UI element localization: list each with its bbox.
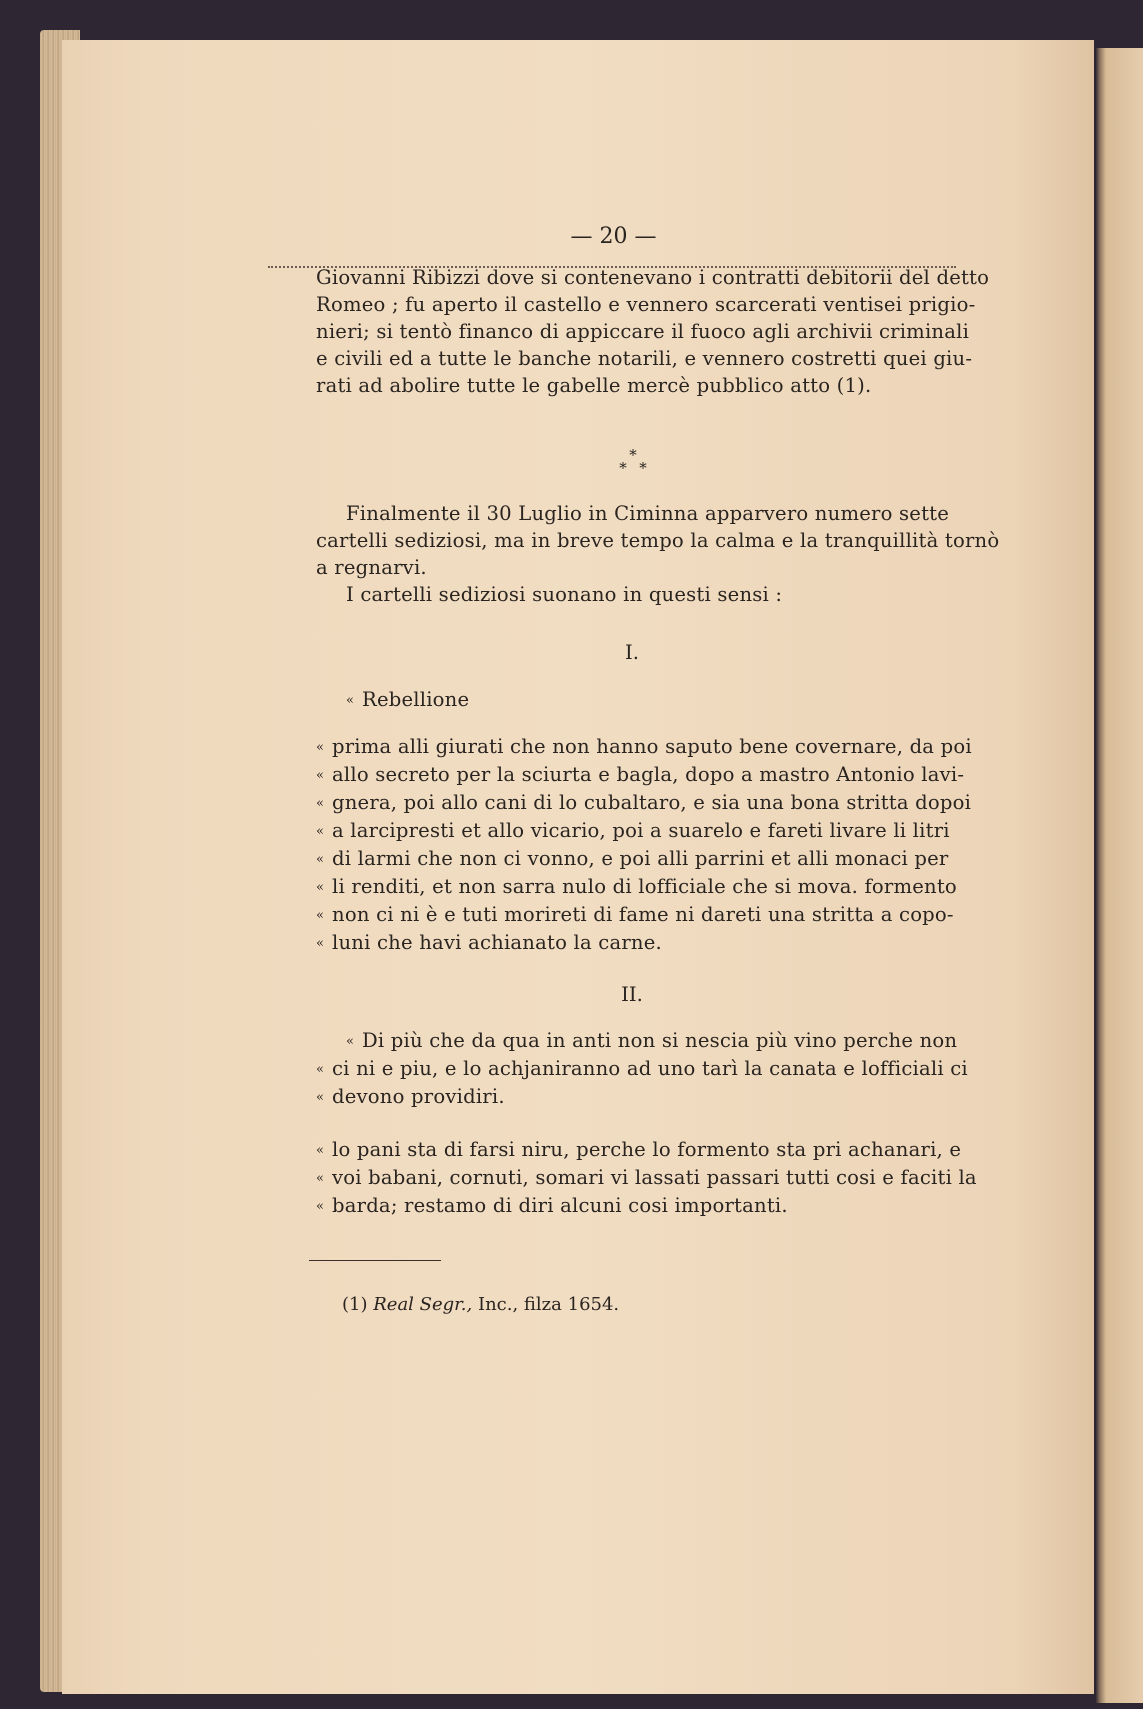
text-line: nieri; si tentò financo di appiccare il fuoco agli archivii criminali bbox=[316, 320, 970, 343]
quote-mark: « bbox=[316, 1090, 325, 1105]
footnote-source: Real Segr., bbox=[373, 1294, 473, 1315]
text-line: « li renditi, et non sarra nulo di lofficiale che si mova. formento bbox=[316, 873, 948, 901]
footnote-marker: (1) bbox=[342, 1294, 368, 1315]
text-line: « Di più che da qua in anti non si nescia più vino perche non bbox=[316, 1027, 948, 1055]
quote-mark: « bbox=[316, 852, 325, 867]
text-line: « lo pani sta di farsi niru, perche lo formento sta pri achanari, e bbox=[316, 1136, 948, 1164]
text-line: rati ad abolire tutte le gabelle mercè pubblico atto (1). bbox=[316, 374, 872, 397]
footnote bbox=[342, 1294, 619, 1315]
quote-mark: « bbox=[316, 908, 325, 923]
quote-mark: « bbox=[346, 1034, 355, 1049]
text-line: « devono providiri. bbox=[316, 1083, 948, 1111]
text-line: I cartelli sediziosi suonano in questi sensi : bbox=[346, 583, 783, 606]
text-line: « luni che havi achianato la carne. bbox=[316, 929, 948, 957]
quote-mark: « bbox=[316, 1062, 325, 1077]
paragraph-1 bbox=[316, 264, 990, 399]
svg-text:*: * bbox=[629, 448, 637, 464]
quote-mark: « bbox=[316, 1199, 325, 1214]
quote-mark: « bbox=[316, 880, 325, 895]
quote-mark: « bbox=[316, 768, 325, 783]
section-2-block-2 bbox=[316, 1136, 977, 1220]
quote-mark: « bbox=[316, 796, 325, 811]
section-1-text bbox=[316, 733, 972, 957]
text-line: « barda; restamo di diri alcuni cosi importanti. bbox=[316, 1192, 948, 1220]
text-line: « prima alli giurati che non hanno saputo bene covernare, da poi bbox=[316, 733, 948, 761]
quote-mark: « bbox=[316, 1143, 325, 1158]
svg-text:*: * bbox=[639, 459, 647, 477]
quote-mark: « bbox=[316, 824, 325, 839]
section-numeral-2: II. bbox=[621, 983, 643, 1006]
asterism-icon bbox=[608, 448, 658, 478]
footnote-detail: Inc., filza 1654. bbox=[477, 1294, 620, 1315]
svg-text:*: * bbox=[619, 459, 627, 477]
text-line: « a larcipresti et allo vicario, poi a suarelo e fareti livare li litri bbox=[316, 817, 948, 845]
quote-mark: « bbox=[316, 740, 325, 755]
text-line: Finalmente il 30 Luglio in Ciminna apparvero numero sette bbox=[346, 502, 950, 525]
section-numeral-1: I. bbox=[625, 641, 639, 664]
quote-mark: « bbox=[316, 1171, 325, 1186]
footnote-rule bbox=[309, 1260, 441, 1261]
text-line: « allo secreto per la sciurta e bagla, dopo a mastro Antonio lavi- bbox=[316, 761, 948, 789]
section-heading: Rebellione bbox=[362, 688, 470, 711]
text-line: « non ci ni è e tuti morireti di fame ni dareti una stritta a copo- bbox=[316, 901, 948, 929]
paragraph-2 bbox=[316, 500, 1000, 608]
text-line: « voi babani, cornuti, somari vi lassati passari tutti cosi e faciti la bbox=[316, 1164, 948, 1192]
text-line: e civili ed a tutte le banche notarili, e vennero costretti quei giu- bbox=[316, 347, 973, 370]
text-line: « gnera, poi allo cani di lo cubaltaro, e sia una bona stritta dopoi bbox=[316, 789, 948, 817]
text-line: « di larmi che non ci vonno, e poi alli parrini et alli monaci per bbox=[316, 845, 948, 873]
next-page-edge bbox=[1096, 48, 1143, 1703]
text-line: cartelli sediziosi, ma in breve tempo la calma e la tranquillità tornò bbox=[316, 529, 1000, 552]
text-line: « ci ni e piu, e lo achjaniranno ad uno tarì la canata e lofficiali ci bbox=[316, 1055, 948, 1083]
quote-mark: « bbox=[346, 693, 355, 708]
text-line: Giovanni Ribizzi dove si contenevano i contratti debitorii del detto bbox=[316, 266, 990, 289]
text-line: Romeo ; fu aperto il castello e vennero scarcerati ventisei prigio- bbox=[316, 293, 976, 316]
text-line: a regnarvi. bbox=[316, 556, 427, 579]
section-1-heading bbox=[316, 686, 948, 714]
quote-mark: « bbox=[316, 936, 325, 951]
section-2-block-1 bbox=[316, 1027, 968, 1111]
page-number: — 20 — bbox=[570, 224, 657, 249]
